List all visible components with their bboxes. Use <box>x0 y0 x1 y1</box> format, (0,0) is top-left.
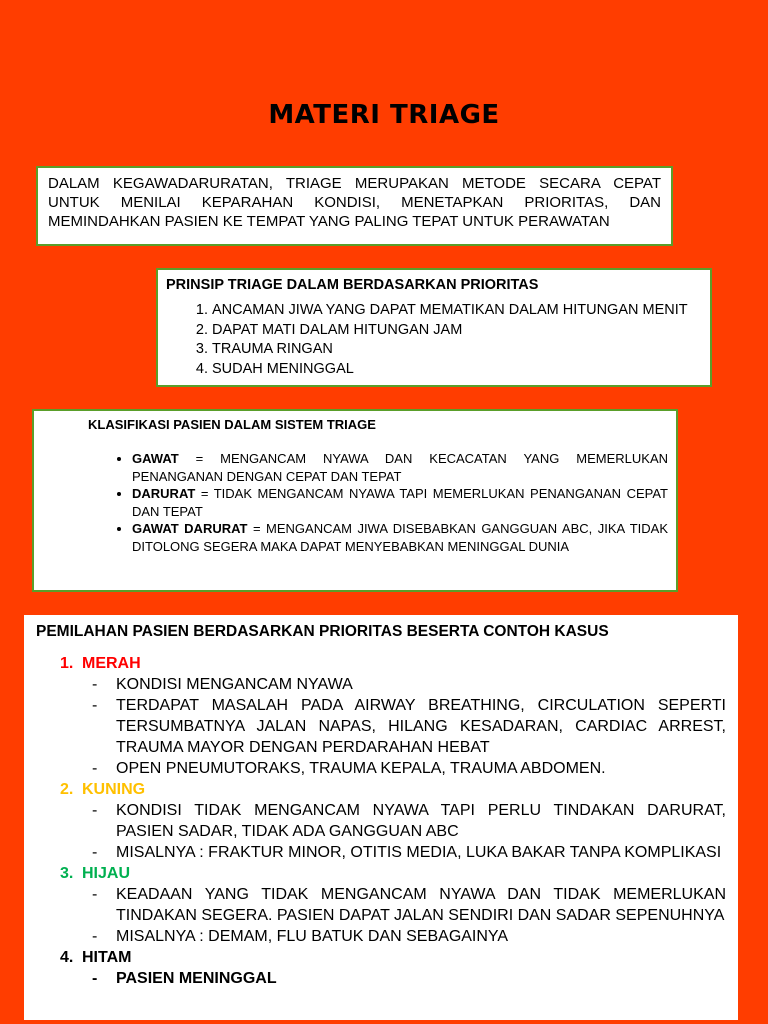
category-label: HITAM <box>82 949 132 966</box>
case-item: - MISALNYA : FRAKTUR MINOR, OTITIS MEDIA, LUKA BAKAR TANPA KOMPLIKASI <box>92 844 722 861</box>
category-label: KUNING <box>82 781 146 798</box>
category-number: 1. <box>60 655 74 672</box>
klasifikasi-item <box>132 450 668 485</box>
kuning-list <box>36 800 726 863</box>
prinsip-item: 2. DAPAT MATI DALAM HITUNGAN JAM <box>212 321 702 341</box>
case-item: - TERDAPAT MASALAH PADA AIRWAY BREATHING, CIRCULATION SEPERTI TERSUMBATNYA JALAN NAPAS, HILANG KESADARAN, CARDIAC ARREST, TRAUMA MAYOR DENGAN PERDARAHAN HEBAT <box>92 697 726 756</box>
page-title: MATERI TRIAGE <box>268 100 500 130</box>
intro-text: DALAM KEGAWADARURATAN, TRIAGE MERUPAKAN METODE SECARA CEPAT UNTUK MENILAI KEPARAHAN KONDISI, MENETAPKAN PRIORITAS, DAN MEMINDAHKAN PASIEN KE TEMPAT YANG PALING TEPAT UNTUK PERAWATAN <box>48 175 661 230</box>
klasifikasi-term: DARURAT <box>132 486 196 501</box>
klasifikasi-item <box>132 520 668 555</box>
klasifikasi-desc: = TIDAK MENGANCAM NYAWA TAPI MEMERLUKAN PENANGANAN CEPAT DAN TEPAT <box>132 486 668 519</box>
prinsip-item: 1. ANCAMAN JIWA YANG DAPAT MEMATIKAN DALAM HITUNGAN MENIT <box>212 301 702 321</box>
prinsip-item: 3. TRAUMA RINGAN <box>212 340 702 360</box>
hijau-list <box>36 884 726 947</box>
klasifikasi-box <box>32 409 678 592</box>
merah-list <box>36 674 726 779</box>
pemilahan-heading: PEMILAHAN PASIEN BERDASARKAN PRIORITAS BESERTA CONTOH KASUS <box>36 623 609 640</box>
klasifikasi-term: GAWAT <box>132 451 179 466</box>
category-hitam <box>60 947 726 968</box>
prinsip-box <box>156 268 712 387</box>
pemilahan-box <box>24 615 738 1020</box>
intro-box <box>36 166 673 246</box>
klasifikasi-desc: = MENGANCAM NYAWA DAN KECACATAN YANG MEMERLUKAN PENANGANAN DENGAN CEPAT DAN TEPAT <box>132 451 668 484</box>
prinsip-list <box>166 301 702 379</box>
case-item: - PASIEN MENINGGAL <box>92 970 277 987</box>
klasifikasi-term: GAWAT DARURAT <box>132 521 248 536</box>
category-label: HIJAU <box>82 865 131 882</box>
hitam-list <box>36 968 726 989</box>
category-number: 4. <box>60 949 74 966</box>
category-number: 2. <box>60 781 74 798</box>
category-hijau <box>60 863 726 884</box>
case-item: - MISALNYA : DEMAM, FLU BATUK DAN SEBAGAINYA <box>92 928 509 945</box>
category-number: 3. <box>60 865 74 882</box>
klasifikasi-list <box>42 450 668 555</box>
category-kuning <box>60 779 726 800</box>
category-label: MERAH <box>82 655 141 672</box>
klasifikasi-item <box>132 485 668 520</box>
klasifikasi-desc: = MENGANCAM JIWA DISEBABKAN GANGGUAN ABC, JIKA TIDAK DITOLONG SEGERA MAKA DAPAT MENYEBABKAN MENINGGAL DUNIA <box>132 521 668 554</box>
case-item: - KONDISI TIDAK MENGANCAM NYAWA TAPI PERLU TINDAKAN DARURAT, PASIEN SADAR, TIDAK ADA GANGGUAN ABC <box>92 802 726 840</box>
klasifikasi-heading: KLASIFIKASI PASIEN DALAM SISTEM TRIAGE <box>88 417 376 432</box>
case-item: - OPEN PNEUMUTORAKS, TRAUMA KEPALA, TRAUMA ABDOMEN. <box>92 760 606 777</box>
case-item: - KEADAAN YANG TIDAK MENGANCAM NYAWA DAN TIDAK MEMERLUKAN TINDAKAN SEGERA. PASIEN DAPAT JALAN SENDIRI DAN SADAR SEPENUHNYA <box>92 886 726 924</box>
category-merah <box>60 653 726 674</box>
case-item: - KONDISI MENGANCAM NYAWA <box>92 676 353 693</box>
prinsip-item: 4. SUDAH MENINGGAL <box>212 360 702 380</box>
prinsip-heading: PRINSIP TRIAGE DALAM BERDASARKAN PRIORITAS <box>166 277 539 293</box>
